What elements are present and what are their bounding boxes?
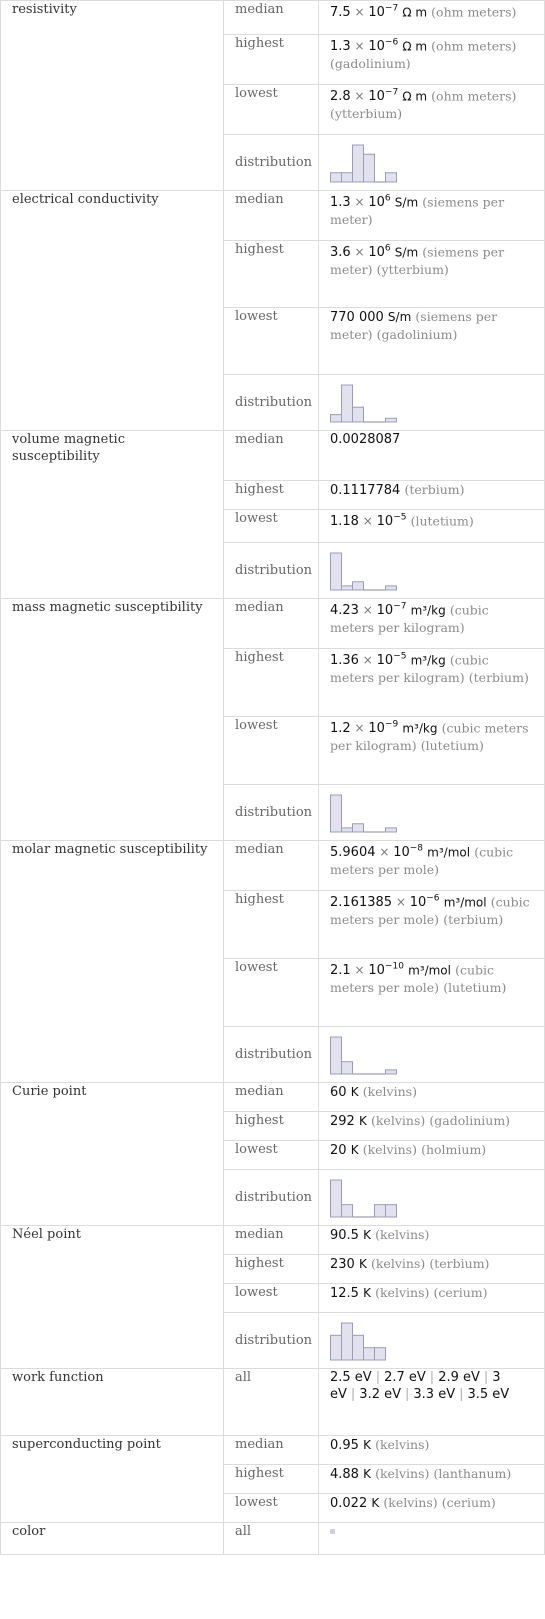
element-note: (terbium) <box>468 670 529 686</box>
unit-description: (cubic meters per kilogram) <box>330 652 489 686</box>
value-exponent: −7 <box>384 4 399 14</box>
unit-description: (kelvins) <box>362 1142 417 1157</box>
histogram-bar <box>331 1037 342 1074</box>
value-exponent: 6 <box>384 244 391 254</box>
distribution-histogram <box>330 1321 400 1361</box>
table-row <box>1 1083 545 1112</box>
stat-label: all <box>224 1369 319 1436</box>
unit-description: (cubic meters per mole) <box>330 894 530 928</box>
stat-value <box>319 191 545 241</box>
value-mantissa: 20 <box>330 1143 347 1158</box>
stat-value <box>319 481 545 510</box>
table-row <box>1 431 545 481</box>
value-item: 3.3 eV <box>413 1387 456 1402</box>
property-name: volume magnetic susceptibility <box>1 431 224 599</box>
stat-value <box>319 1112 545 1141</box>
value-number <box>330 1228 359 1243</box>
value-number <box>330 39 398 54</box>
value-mantissa: 4.88 <box>330 1467 359 1482</box>
histogram-bar <box>331 1335 342 1360</box>
value-number <box>330 895 440 910</box>
stat-label: distribution <box>224 1170 319 1226</box>
histogram-bar <box>375 1204 386 1216</box>
histogram-bar <box>386 1069 397 1073</box>
unit-description: (siemens per meter) <box>330 244 505 278</box>
value-mantissa: 2.1 <box>330 963 351 979</box>
stat-label: median <box>224 599 319 649</box>
stat-value <box>319 135 545 191</box>
stat-value <box>319 959 545 1027</box>
value-number <box>330 1257 355 1272</box>
histogram-bar <box>353 407 364 422</box>
stat-value <box>319 1465 545 1494</box>
value-mantissa: 2.8 <box>330 89 351 105</box>
times-sign: × <box>350 39 369 54</box>
value-unit: K <box>350 1143 359 1157</box>
unit-description: (cubic meters per kilogram) <box>330 720 529 754</box>
value-mantissa: 0.0028087 <box>330 432 401 447</box>
times-sign: × <box>350 721 369 736</box>
stat-label: lowest <box>224 1494 319 1523</box>
power-base: 10 <box>368 963 385 979</box>
value-number <box>330 195 391 210</box>
stat-value <box>319 308 545 375</box>
stat-label: median <box>224 191 319 241</box>
stat-value <box>319 785 545 841</box>
value-exponent: −5 <box>393 513 407 523</box>
unit-description: (kelvins) <box>375 1285 430 1300</box>
value-mantissa: 3.6 <box>330 245 351 261</box>
value-number <box>330 1114 355 1129</box>
value-unit: Ω m <box>402 89 428 104</box>
stat-label: median <box>224 1 319 35</box>
value-number <box>330 483 400 498</box>
value-unit: m³/mol <box>443 895 487 910</box>
list-separator: | <box>459 1387 464 1402</box>
stat-label: highest <box>224 241 319 308</box>
stat-value <box>319 1 545 35</box>
value-number <box>330 603 406 618</box>
value-unit: S/m <box>387 310 412 324</box>
distribution-histogram <box>330 383 400 423</box>
stat-value <box>319 1170 545 1226</box>
value-number <box>330 1467 359 1482</box>
value-unit: m³/kg <box>410 603 446 618</box>
element-note: (lutetium) <box>410 513 474 529</box>
value-mantissa: 1.18 <box>330 514 359 530</box>
distribution-histogram <box>330 1035 400 1075</box>
property-name: Curie point <box>1 1083 224 1226</box>
power-base: 10 <box>368 245 385 261</box>
element-note: (cerium) <box>441 1495 496 1510</box>
stat-value <box>319 841 545 891</box>
element-note: (gadolinium) <box>429 1113 511 1128</box>
value-unit: S/m <box>394 195 419 210</box>
value-item: 3.5 eV <box>467 1387 510 1402</box>
value-mantissa: 1.3 <box>330 195 351 211</box>
value-exponent: −9 <box>384 720 399 730</box>
unit-description: (kelvins) <box>362 1084 417 1099</box>
power-base: 10 <box>376 514 394 530</box>
power-base: 10 <box>393 845 410 861</box>
unit-description: (kelvins) <box>370 1256 426 1271</box>
stat-value <box>319 375 545 431</box>
stat-label: all <box>224 1523 319 1555</box>
stat-label: highest <box>224 35 319 85</box>
times-sign: × <box>375 845 394 860</box>
table-row <box>1 191 545 241</box>
table-row <box>1 1436 545 1465</box>
power-base: 10 <box>409 895 427 911</box>
value-number <box>330 653 406 668</box>
property-name: molar magnetic susceptibility <box>1 841 224 1083</box>
value-number <box>330 1143 347 1158</box>
times-sign: × <box>350 245 369 260</box>
stat-label: lowest <box>224 1284 319 1313</box>
stat-label: distribution <box>224 1313 319 1369</box>
value-mantissa: 292 <box>330 1114 355 1129</box>
value-mantissa: 60 <box>330 1085 347 1100</box>
histogram-bar <box>364 154 375 182</box>
histogram-bar <box>386 418 397 422</box>
table-row <box>1 1523 545 1555</box>
element-note: (terbium) <box>404 482 465 497</box>
value-number <box>330 721 398 736</box>
value-unit: K <box>371 1496 380 1510</box>
value-unit: S/m <box>394 245 419 260</box>
stat-label: highest <box>224 481 319 510</box>
unit-description: (ohm meters) <box>431 38 517 54</box>
times-sign: × <box>358 653 377 668</box>
stat-label: lowest <box>224 717 319 785</box>
power-base: 10 <box>376 603 394 619</box>
value-mantissa: 0.022 <box>330 1496 368 1511</box>
power-base: 10 <box>368 195 385 211</box>
value-exponent: −10 <box>384 962 404 972</box>
value-unit: K <box>363 1228 371 1242</box>
value-mantissa: 1.3 <box>330 39 351 55</box>
value-unit: K <box>363 1438 371 1452</box>
value-number <box>330 5 398 20</box>
times-sign: × <box>358 603 377 618</box>
color-swatch <box>330 1529 335 1534</box>
stat-value <box>319 891 545 959</box>
stat-label: lowest <box>224 959 319 1027</box>
value-mantissa: 90.5 <box>330 1228 359 1243</box>
stat-label: highest <box>224 891 319 959</box>
histogram-bar <box>353 823 364 831</box>
element-note: (terbium) <box>429 1256 490 1271</box>
histogram-bar <box>331 553 342 590</box>
value-unit: K <box>363 1286 371 1300</box>
histogram-bar <box>353 145 364 182</box>
histogram-bar <box>342 172 353 181</box>
table-row <box>1 1369 545 1436</box>
histogram-bar <box>375 1347 386 1359</box>
stat-label: distribution <box>224 135 319 191</box>
histogram-bar <box>331 795 342 832</box>
value-number <box>330 1286 359 1301</box>
stat-label: lowest <box>224 1141 319 1170</box>
histogram-bar <box>353 1335 364 1360</box>
stat-label: median <box>224 431 319 481</box>
list-separator: | <box>483 1370 489 1385</box>
value-unit: Ω m <box>402 5 428 20</box>
times-sign: × <box>350 963 369 978</box>
stat-value <box>319 510 545 543</box>
list-separator: | <box>405 1387 410 1402</box>
histogram-bar <box>353 581 364 589</box>
value-unit: m³/mol <box>408 963 451 978</box>
stat-label: median <box>224 841 319 891</box>
histogram-bar <box>342 1061 353 1073</box>
value-mantissa: 0.1117784 <box>330 483 401 498</box>
unit-description: (kelvins) <box>383 1495 438 1510</box>
value-mantissa: 1.2 <box>330 721 351 737</box>
table-row <box>1 841 545 891</box>
histogram-bar <box>386 585 397 589</box>
stat-value <box>319 1369 545 1436</box>
power-base: 10 <box>376 653 394 669</box>
value-number <box>330 245 391 260</box>
value-exponent: −7 <box>393 602 407 612</box>
stat-label: distribution <box>224 375 319 431</box>
element-note: (holmium) <box>421 1142 487 1157</box>
element-note: (ytterbium) <box>330 106 403 122</box>
histogram-bar <box>386 1204 397 1216</box>
stat-label: highest <box>224 1255 319 1284</box>
value-exponent: 6 <box>384 194 391 204</box>
stat-value <box>319 1027 545 1083</box>
stat-value <box>319 35 545 85</box>
element-note: (lutetium) <box>420 738 484 754</box>
stat-value <box>319 1313 545 1369</box>
stat-value <box>319 543 545 599</box>
histogram-bar <box>342 585 353 589</box>
property-name: color <box>1 1523 224 1555</box>
property-name: Néel point <box>1 1226 224 1369</box>
stat-value <box>319 1255 545 1284</box>
stat-label: median <box>224 1083 319 1112</box>
times-sign: × <box>358 514 377 529</box>
stat-value <box>319 241 545 308</box>
value-item: 2.5 eV <box>330 1370 372 1385</box>
histogram-bar <box>386 172 397 181</box>
value-unit: K <box>350 1085 359 1099</box>
value-exponent: −8 <box>409 844 424 854</box>
value-unit: m³/kg <box>402 721 438 736</box>
value-unit: m³/mol <box>427 845 471 860</box>
table-row <box>1 1226 545 1255</box>
value-mantissa: 7.5 <box>330 5 351 21</box>
value-item: 3.2 eV <box>359 1387 401 1402</box>
times-sign: × <box>350 5 369 20</box>
unit-description: (siemens per meter) <box>330 309 498 342</box>
distribution-histogram <box>330 1178 400 1218</box>
value-number <box>330 514 406 529</box>
value-unit: m³/kg <box>410 653 446 668</box>
value-unit: K <box>358 1114 367 1128</box>
value-number <box>330 310 384 325</box>
property-name: superconducting point <box>1 1436 224 1523</box>
stat-label: highest <box>224 1465 319 1494</box>
element-note: (ytterbium) <box>376 262 449 278</box>
value-item: 2.9 eV <box>438 1370 480 1385</box>
value-mantissa: 2.161385 <box>330 895 393 911</box>
stat-value <box>319 1226 545 1255</box>
unit-description: (ohm meters) <box>431 4 517 20</box>
unit-description: (kelvins) <box>375 1437 430 1452</box>
unit-description: (kelvins) <box>370 1113 426 1128</box>
stat-label: distribution <box>224 543 319 599</box>
table-row <box>1 599 545 649</box>
value-number <box>330 89 398 104</box>
unit-description: (ohm meters) <box>431 88 517 104</box>
stat-value <box>319 85 545 135</box>
histogram-bar <box>386 827 397 831</box>
stat-label: lowest <box>224 85 319 135</box>
stat-label: median <box>224 1226 319 1255</box>
histogram-bar <box>331 1180 342 1217</box>
unit-description: (cubic meters per mole) <box>330 962 495 996</box>
stat-label: median <box>224 1436 319 1465</box>
stat-value <box>319 1436 545 1465</box>
stat-value <box>319 599 545 649</box>
stat-value <box>319 1494 545 1523</box>
element-note: (cerium) <box>433 1285 488 1300</box>
stat-value <box>319 1083 545 1112</box>
stat-label: distribution <box>224 785 319 841</box>
value-mantissa: 770 000 <box>330 310 384 325</box>
value-exponent: −6 <box>426 894 440 904</box>
value-number <box>330 1438 359 1453</box>
histogram-bar <box>331 414 342 421</box>
distribution-histogram <box>330 143 400 183</box>
stat-label: highest <box>224 649 319 717</box>
stat-label: highest <box>224 1112 319 1141</box>
value-number <box>330 432 400 447</box>
element-note: (lutetium) <box>443 980 507 996</box>
unit-description: (cubic meters per mole) <box>330 844 514 878</box>
unit-description: (siemens per meter) <box>330 194 505 228</box>
unit-description: (kelvins) <box>375 1227 430 1242</box>
value-unit: K <box>363 1467 371 1481</box>
histogram-bar <box>331 172 342 181</box>
value-mantissa: 230 <box>330 1257 355 1272</box>
value-exponent: −7 <box>384 88 399 98</box>
unit-description: (kelvins) <box>375 1466 430 1481</box>
histogram-bar <box>342 827 353 831</box>
table-row <box>1 1 545 35</box>
value-mantissa: 4.23 <box>330 603 359 619</box>
value-mantissa: 5.9604 <box>330 845 376 861</box>
stat-value <box>319 1141 545 1170</box>
power-base: 10 <box>368 721 385 737</box>
element-note: (gadolinium) <box>376 327 458 342</box>
histogram-bar <box>364 1347 375 1359</box>
value-item: 3 eV <box>330 1370 501 1402</box>
value-item: 2.7 eV <box>384 1370 426 1385</box>
power-base: 10 <box>368 89 385 105</box>
distribution-histogram <box>330 551 400 591</box>
times-sign: × <box>350 89 369 104</box>
stat-value <box>319 1523 545 1555</box>
value-unit: K <box>358 1257 367 1271</box>
element-note: (gadolinium) <box>330 56 411 72</box>
value-number <box>330 963 404 978</box>
list-separator: | <box>429 1370 435 1385</box>
value-mantissa: 12.5 <box>330 1286 359 1301</box>
times-sign: × <box>392 895 410 910</box>
stat-value <box>319 431 545 481</box>
stat-value <box>319 1284 545 1313</box>
stat-label: distribution <box>224 1027 319 1083</box>
property-name: work function <box>1 1369 224 1436</box>
power-base: 10 <box>368 5 385 21</box>
stat-value <box>319 717 545 785</box>
property-name: electrical conductivity <box>1 191 224 431</box>
value-unit: Ω m <box>402 39 428 54</box>
power-base: 10 <box>368 39 385 55</box>
stat-label: lowest <box>224 308 319 375</box>
value-mantissa: 0.95 <box>330 1438 359 1453</box>
property-name: mass magnetic susceptibility <box>1 599 224 841</box>
unit-description: (cubic meters per kilogram) <box>330 602 489 636</box>
list-separator: | <box>350 1387 356 1402</box>
element-note: (terbium) <box>443 912 504 928</box>
element-note: (lanthanum) <box>433 1466 512 1481</box>
value-number <box>330 845 423 860</box>
histogram-bar <box>342 1323 353 1360</box>
property-name: resistivity <box>1 1 224 191</box>
histogram-bar <box>342 385 353 422</box>
value-mantissa: 1.36 <box>330 653 359 669</box>
value-exponent: −5 <box>393 652 407 662</box>
stat-value <box>319 649 545 717</box>
distribution-histogram <box>330 793 400 833</box>
value-number <box>330 1085 347 1100</box>
stat-label: lowest <box>224 510 319 543</box>
value-number <box>330 1496 367 1511</box>
histogram-bar <box>342 1204 353 1216</box>
list-separator: | <box>375 1370 381 1385</box>
value-exponent: −6 <box>384 38 399 48</box>
times-sign: × <box>350 195 369 210</box>
